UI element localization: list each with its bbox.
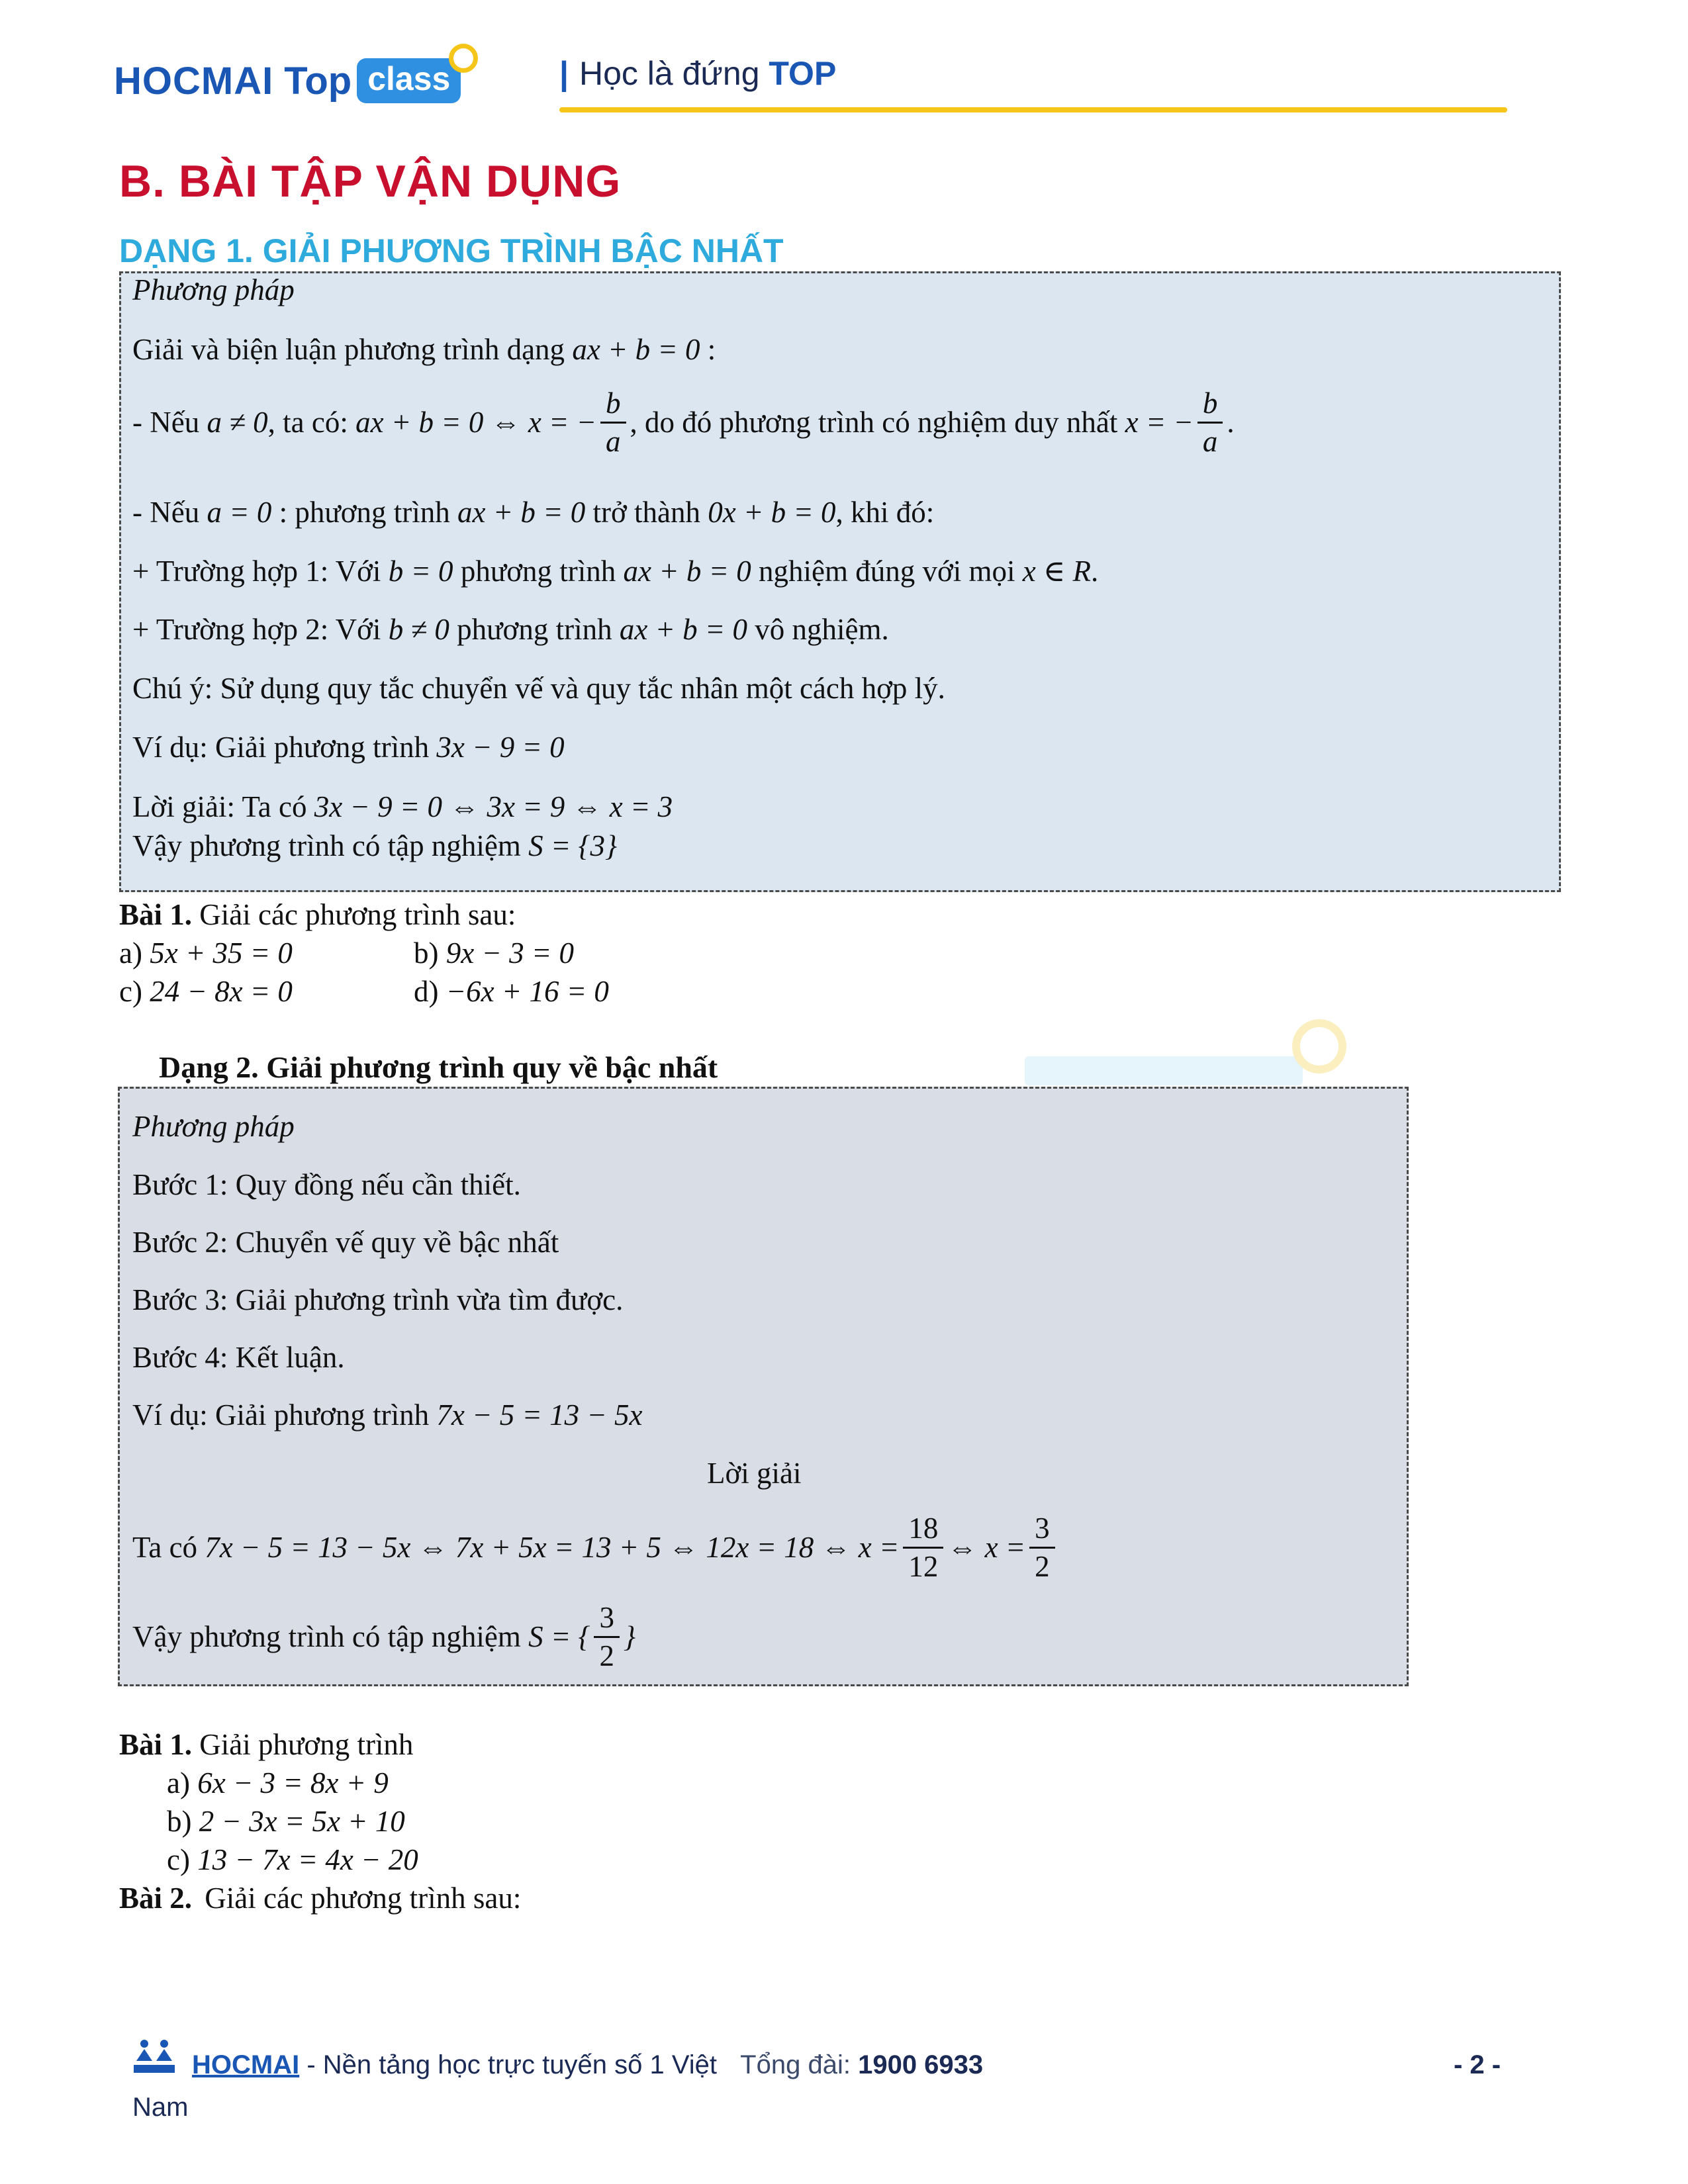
frac-den: a [1202,425,1218,459]
fraction [1197,388,1223,458]
math: 0x + b = 0 [708,496,836,529]
math: b ≠ 0 [388,613,449,646]
type1-heading: DẠNG 1. GIẢI PHƯƠNG TRÌNH BẬC NHẤT [119,232,784,269]
item-key: c) [119,975,142,1008]
header-divider [559,107,1507,113]
footer-continuation: Nam [132,2093,189,2122]
footer-brand-link[interactable]: HOCMAI [192,2050,300,2079]
footer-description: - Nền tảng học trực tuyến số 1 Việt [299,2050,718,2079]
watermark-sun-icon [1292,1019,1346,1073]
exercise-item [119,936,293,970]
item-key: d) [414,975,439,1008]
frac-num: b [1197,388,1223,424]
text: nghiệm đúng với mọi [758,555,1015,588]
math: 3x − 9 = 0 ⇔ 3x = 9 ⇔ x = 3 [314,790,673,823]
item-key: c) [167,1843,190,1876]
text: , do đó phương trình có nghiệm duy nhất [630,406,1118,439]
math: 7x − 5 = 13 − 5x [436,1398,643,1432]
exercise-text: Giải các phương trình sau: [199,898,516,931]
exercise-label: Bài 2. [119,1882,193,1915]
exercise-label: Bài 1. [119,898,193,931]
text: - Nếu [132,406,200,439]
math: ax + b = 0 ⇔ x = − [355,406,597,439]
item-key: b) [167,1805,192,1838]
math: ⇔ x = [947,1531,1026,1565]
fraction [600,388,626,458]
fraction [594,1602,620,1672]
math: S = { [528,1620,590,1654]
frac-num: 3 [1029,1513,1055,1549]
frac-den: 12 [908,1550,939,1584]
type2-heading: Dạng 2. Giải phương trình quy về bậc nhất [159,1050,718,1084]
exercise-item [167,1843,418,1877]
math: x = − [1125,406,1194,439]
text: Ta có [132,1531,198,1565]
text: - Nếu [132,496,200,529]
math: ax + b = 0 [619,613,748,646]
math: ax + b = 0 [572,333,700,366]
text: Vậy phương trình có tập nghiệm [132,1620,521,1654]
text: Giải và biện luận phương trình dạng [132,333,565,366]
item-eq: 5x + 35 = 0 [150,936,293,970]
text: : phương trình [279,496,450,529]
text: Lời giải: Ta có [132,790,307,823]
method-label: Phương pháp [132,1110,295,1143]
exercise-item [167,1766,389,1800]
frac-den: 2 [599,1639,614,1673]
watermark-bar [1025,1056,1303,1085]
exercise-heading [119,1727,413,1762]
method-label: Phương pháp [132,273,295,306]
text: + Trường hợp 2: Với [132,613,381,646]
text: phương trình [457,613,612,646]
tagline-strong: TOP [769,55,837,92]
page-number-text: - 2 - [1454,2050,1501,2079]
hocmai-topclass-logo [114,48,461,114]
item-eq: 6x − 3 = 8x + 9 [197,1766,389,1799]
item-eq: 9x − 3 = 0 [445,936,574,970]
solution-title: Lời giải [707,1457,802,1490]
item-eq: −6x + 16 = 0 [445,975,609,1008]
exercise-item [167,1804,405,1839]
page-number [1454,2050,1501,2080]
exercise-item [119,974,293,1009]
logo-top-text: Top [284,59,352,103]
math: a = 0 [207,496,272,529]
math: S = {3} [528,829,617,862]
fraction [903,1513,943,1583]
step-3: Bước 3: Giải phương trình vừa tìm được. [132,1283,624,1316]
math: 3x − 9 = 0 [436,731,565,764]
header-tagline [559,54,836,93]
text: Vậy phương trình có tập nghiệm [132,829,521,862]
box1-line-2 [132,387,1235,461]
text: trở thành [592,496,701,529]
box1-line-9 [132,829,617,863]
box1-line-6: Chú ý: Sử dụng quy tắc chuyển vế và quy tắc nhân một cách hợp lý. [132,672,945,705]
item-key: a) [119,936,142,970]
box2-solution [132,1512,1059,1586]
step-4: Bước 4: Kết luận. [132,1341,345,1374]
frac-num: b [600,388,626,424]
fraction [1029,1513,1055,1583]
math: a ≠ 0 [207,406,268,439]
math: b = 0 [388,555,453,588]
text: . [1091,555,1099,588]
tagline-bar: | [559,55,569,92]
logo-class-text: class [367,60,451,97]
math: ax + b = 0 [457,496,586,529]
text: phương trình [460,555,616,588]
exercise-heading [119,1881,521,1915]
text: + Trường hợp 1: Với [132,555,381,588]
hotline-label: Tổng đài: [740,2050,851,2079]
hocmai-footer-logo-icon [131,2038,177,2077]
frac-num: 3 [594,1602,620,1638]
item-eq: 13 − 7x = 4x − 20 [197,1843,418,1876]
box1-line-4 [132,553,1098,588]
box1-line-5 [132,612,889,647]
box1-line-7 [132,730,565,764]
math: 7x − 5 = 13 − 5x ⇔ 7x + 5x = 13 + 5 ⇔ 12x = 18 ⇔ x = [205,1531,900,1565]
frac-num: 18 [903,1513,943,1549]
frac-den: a [606,425,621,459]
text: Ví dụ: Giải phương trình [132,731,430,764]
exercise-text: Giải phương trình [199,1728,414,1761]
text: , ta có: [267,406,348,439]
box1-line-8 [132,790,673,824]
box2-example [132,1398,642,1432]
exercise-item [414,974,609,1009]
exercise-text: Giải các phương trình sau: [205,1882,522,1915]
item-eq: 24 − 8x = 0 [150,975,293,1008]
text: , khi đó: [835,496,935,529]
hotline-number: 1900 6933 [858,2050,984,2079]
box1-line-3 [132,495,934,529]
exercise-heading [119,897,516,932]
exercise-item [414,936,574,970]
logo-hocmai-text: HOCMAI [114,59,274,103]
frac-den: 2 [1035,1550,1050,1584]
item-key: b) [414,936,439,970]
footer-text [192,2050,983,2080]
text: Ví dụ: Giải phương trình [132,1398,430,1432]
box2-conclusion [132,1601,635,1675]
item-key: a) [167,1766,190,1799]
exercise-label: Bài 1. [119,1728,193,1761]
sun-icon [449,44,478,73]
text: . [1227,406,1235,439]
math: x ∈ R [1022,555,1092,588]
item-eq: 2 − 3x = 5x + 10 [199,1805,405,1838]
text: : [707,333,716,366]
math: ax + b = 0 [623,555,751,588]
math: } [623,1620,635,1654]
box1-line-1 [132,332,716,367]
section-title: B. BÀI TẬP VẬN DỤNG [119,156,622,206]
text: vô nghiệm. [755,613,889,646]
step-1: Bước 1: Quy đồng nếu cần thiết. [132,1168,521,1201]
tagline-text: Học là đứng [579,55,760,92]
logo-class-badge [357,58,461,103]
step-2: Bước 2: Chuyển vế quy về bậc nhất [132,1226,559,1259]
